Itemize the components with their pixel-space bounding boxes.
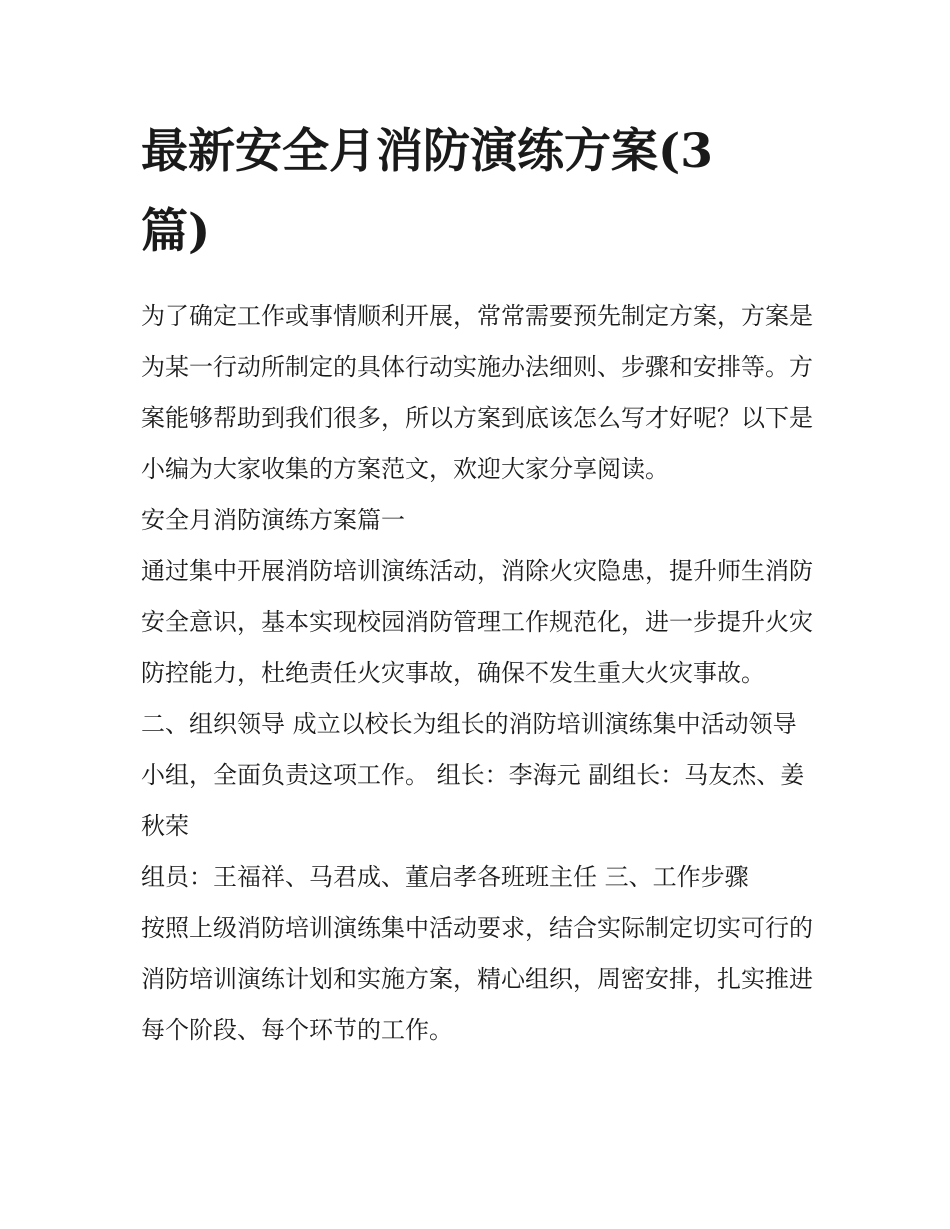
goal-paragraph: 通过集中开展消防培训演练活动，消除火灾隐患，提升师生消防安全意识，基本实现校园消防管理工作规范化，进一步提升火灾防控能力，杜绝责任火灾事故，确保不发生重大火灾事故。 (141, 557, 813, 687)
document-body (141, 291, 816, 1056)
document-title: 最新安全月消防演练方案(3篇) (141, 124, 713, 259)
intro-paragraph: 为了确定工作或事情顺利开展，常常需要预先制定方案，方案是为某一行动所制定的具体行动实施办法细则、步骤和安排等。方案能够帮助到我们很多，所以方案到底该怎么写才好呢？以下是小编为大家收集的方案范文，欢迎大家分享阅读。 (141, 302, 813, 483)
members-paragraph: 组员：王福祥、马君成、董启孝各班班主任 三、工作步骤 (141, 863, 749, 891)
document-page (141, 112, 816, 1056)
section-heading: 安全月消防演练方案篇一 (141, 506, 405, 534)
organization-paragraph: 二、组织领导 成立以校长为组长的消防培训演练集中活动领导小组，全面负责这项工作。 组长：李海元 副组长：马友杰、姜秋荣 (141, 710, 805, 840)
steps-paragraph: 按照上级消防培训演练集中活动要求，结合实际制定切实可行的消防培训演练计划和实施方案，精心组织，周密安排，扎实推进每个阶段、每个环节的工作。 (141, 914, 813, 1044)
